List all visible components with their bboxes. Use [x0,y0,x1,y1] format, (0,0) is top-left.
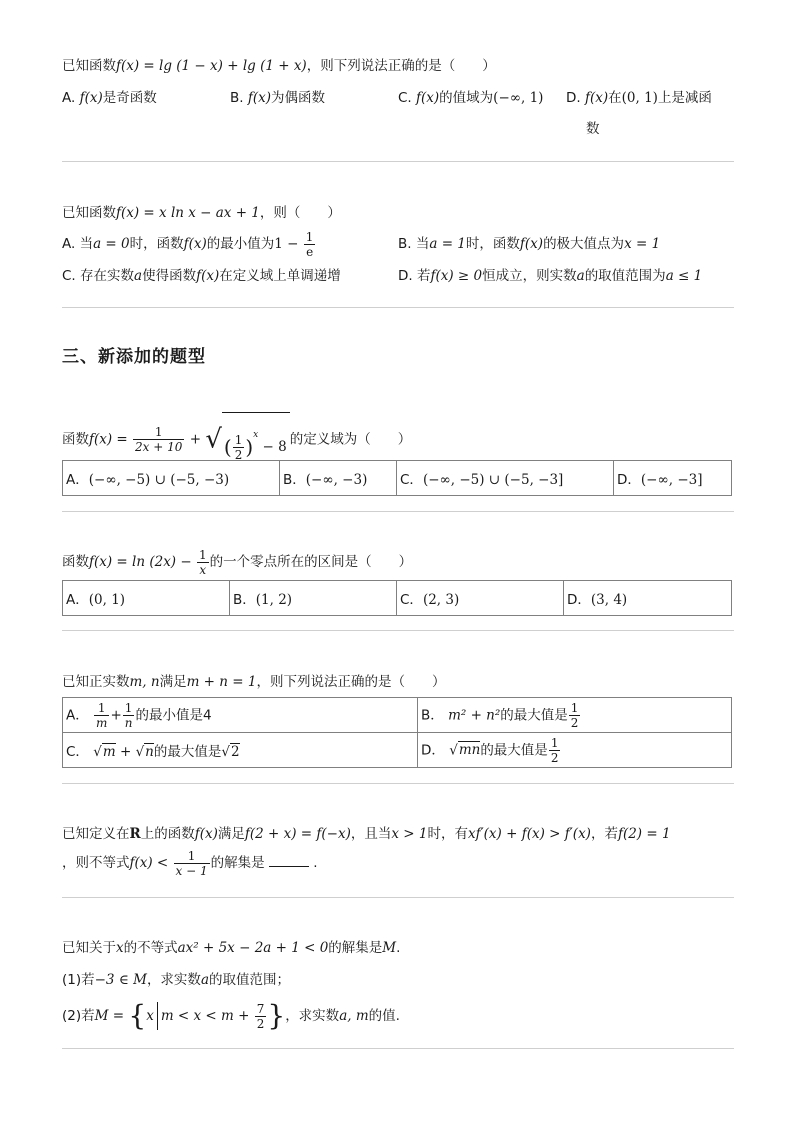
part-label: (2)若 [62,1008,95,1024]
fraction [174,849,210,878]
numerator: 1 [124,700,133,715]
option-letter: D. [398,268,413,284]
question-5 [62,672,734,692]
option-math: a = 0 [93,236,130,252]
fraction [569,701,581,730]
stem-math: m + n = 1 [186,674,257,690]
q4-option-d[interactable] [564,581,732,616]
stem-text: ，若 [590,826,618,842]
part-label: (1)若 [62,972,95,988]
option-text: 的最小值为 [206,236,275,252]
fraction [197,548,209,577]
question-7-part-1 [62,970,734,990]
option-letter: C. [62,268,76,284]
q4-options-table [62,580,732,616]
option-text: 是奇函数 [102,90,157,106]
numerator: 1 [97,700,106,715]
option-text: 时，函数 [129,236,184,252]
q3-option-a[interactable] [63,461,280,496]
option-text: 恒成立，则实数 [482,268,577,284]
q2-option-a[interactable] [62,229,316,259]
question-3-stem [62,412,734,467]
stem-math: x [116,940,124,956]
question-4 [62,544,734,580]
option-math: a [576,268,585,284]
option-math: 1 − [274,236,299,252]
denominator: x [197,562,209,577]
stem-math: f(x) = x ln x − ax + 1 [116,205,260,221]
denominator: 2 [550,750,559,765]
denominator: n [124,715,133,730]
option-math: f(x) [519,236,544,252]
stem-math: ax² + 5x − 2a + 1 < 0 [177,940,329,956]
q1-option-a[interactable] [62,88,157,108]
radical-sign: √ [135,744,145,760]
stem-text: 的解集是 [210,855,265,871]
exponent: x [253,430,259,440]
option-text: 的最大值是 [480,742,548,758]
stem-text: 已知正实数 [62,674,130,690]
q4-option-b[interactable] [230,581,397,616]
divider [62,897,734,898]
option-letter: C． [400,592,423,608]
set-condition: m < x < m + [160,1008,250,1024]
q1-option-d-wrap [586,119,600,139]
numerator: 1 [234,432,243,447]
option-letter: B. [230,90,244,106]
radical-sign: √ [221,744,230,760]
answer-blank[interactable] [269,854,309,867]
q5-option-a[interactable] [63,698,418,733]
denominator: m [96,715,108,730]
option-text: 数 [586,121,600,137]
option-letter: C． [400,472,423,488]
option-math: x = 1 [624,236,661,252]
divider [62,1048,734,1049]
numerator: 7 [256,1001,265,1016]
fraction [304,230,316,259]
numerator: 1 [198,547,207,562]
stem-math: f(2 + x) = f(−x) [244,826,351,842]
stem-text: 的不等式 [123,940,178,956]
option-letter: A. [62,90,76,106]
option-math: f(x) [247,90,272,106]
stem-text: ，且当 [350,826,392,842]
numerator: 1 [305,229,314,244]
fraction [549,736,561,765]
part-text: ，求实数 [285,1008,340,1024]
stem-text: 时，有 [427,826,468,842]
stem-text: 上的函数 [140,826,195,842]
stem-math: x > 1 [391,826,428,842]
stem-text: 的一个零点所在的区间是（ ） [209,554,413,570]
divider [62,511,734,512]
question-2 [62,203,734,223]
option-letter: C． [66,744,89,760]
radicand: m [102,744,116,760]
option-text: 的极大值点为 [543,236,625,252]
denominator: 2 [256,1016,265,1031]
option-text: 的最大值是 [153,744,222,760]
option-math: (−∞, 1) [493,90,544,106]
numerator: 1 [570,700,579,715]
question-7-stem [62,938,734,958]
stem-math: xf′(x) + f(x) > f′(x) [467,826,591,842]
stem-text: ，则下列说法正确的是（ ） [256,674,446,690]
option-letter: C. [398,90,412,106]
stem-text: 的定义域为（ ） [289,431,412,448]
radical-sign: √ [449,742,458,758]
option-math: a [134,268,143,284]
option-text: 若 [416,268,431,284]
sqrt-expression [205,412,289,467]
stem-text: 已知关于 [62,940,116,956]
stem-text: 函数 [62,431,89,448]
option-math: (2, 3) [422,592,460,608]
q2-option-b[interactable] [398,234,660,254]
denominator: 2 [570,715,579,730]
option-letter: B． [283,472,306,488]
stem-math: f(x) = [89,431,128,448]
option-text: 上是减函 [657,90,712,106]
part-math: a [200,972,209,988]
q1-option-d[interactable] [566,88,712,108]
numerator: 1 [154,425,163,439]
stem-text: ，则下列说法正确的是（ ） [306,58,496,74]
option-math: (−∞, −3] [640,472,703,488]
stem-math: f(x) = lg (1 − x) + lg (1 + x) [116,58,307,74]
question-7-part-2 [62,996,734,1036]
fraction [94,701,109,730]
left-brace: { [128,999,147,1032]
question-5-stem [62,672,734,692]
stem-text: . [396,940,401,956]
stem-text: 已知函数 [62,58,116,74]
option-math: (3, 4) [590,592,628,608]
option-letter: A． [66,592,89,608]
radicand: mn [458,742,481,758]
q2-option-c[interactable] [62,266,341,286]
radical-sign: √ [205,424,222,455]
fraction [133,425,184,454]
stem-math: f(2) = 1 [617,826,671,842]
option-math: (−∞, −5) ∪ (−5, −3] [422,472,564,488]
denominator: x − 1 [175,863,208,878]
q5-option-b[interactable] [418,698,732,733]
stem-text: 的解集是 [328,940,383,956]
option-math: (−∞, −5) ∪ (−5, −3) [88,472,230,488]
q3-options-table [62,460,732,496]
q4-option-a[interactable] [63,581,230,616]
right-brace: } [267,999,286,1032]
fraction [123,701,135,730]
option-math: f(x) [196,268,220,284]
q1-option-b[interactable] [230,88,325,108]
option-letter: D． [617,472,641,488]
q3-option-b[interactable] [280,461,397,496]
plus-sign: + [189,431,202,448]
option-text: 的取值范围为 [584,268,666,284]
option-text: 时，函数 [465,236,520,252]
option-math: (0, 1) [88,592,126,608]
stem-math: m, n [129,674,160,690]
option-math: a ≤ 1 [665,268,703,284]
fraction [233,433,245,462]
q5-option-d[interactable] [418,733,732,768]
part-text: 的取值范围； [209,972,290,988]
stem-text: 满足 [217,826,245,842]
stem-text: 函数 [62,554,89,570]
question-1 [62,56,734,76]
q5-options-table [62,697,732,768]
denominator: 2 [234,447,243,462]
radicand: 2 [230,744,240,760]
stem-math: M [382,940,397,956]
option-math: f(x) [183,236,207,252]
option-math: m² + n² [448,707,501,723]
option-letter: B． [421,707,444,723]
question-4-stem [62,544,734,580]
option-text: 当 [415,236,430,252]
divider [62,307,734,308]
q3-option-c[interactable] [397,461,614,496]
option-text: 的值域为 [439,90,494,106]
radicand-tail: − 8 [262,439,287,455]
plus-sign: + [110,707,122,723]
divider [62,161,734,162]
q3-option-d[interactable] [614,461,732,496]
option-math: f(x) [584,90,609,106]
option-letter: A． [66,472,89,488]
option-text: 在定义域上单调递增 [219,268,341,284]
option-math: (0, 1) [621,90,658,106]
set-bar [157,1002,158,1030]
option-math: f(x) [416,90,440,106]
q4-option-c[interactable] [397,581,564,616]
option-text: 使得函数 [142,268,197,284]
question-7 [62,938,734,1036]
numerator: 1 [550,735,559,750]
stem-text: ，则不等式 [62,855,130,871]
option-letter: D． [567,592,591,608]
stem-math: f(x) [194,826,218,842]
fraction [255,1002,267,1031]
option-text: 存在实数 [80,268,135,284]
stem-text: 满足 [159,674,187,690]
question-6-line-2 [62,844,734,882]
stem-math: f(x) < [129,855,169,871]
part-math: M = [94,1008,125,1024]
part-text: 的值. [368,1008,400,1024]
plus-sign: + [119,744,132,760]
radicand: ( $\frac{1}{2}$ )$^x$ − 8 [222,412,290,467]
option-text: 当 [79,236,94,252]
stem-text: 已知定义在 [62,826,130,842]
question-6 [62,824,734,882]
question-6-line-1 [62,824,734,844]
option-letter: A． [66,707,89,723]
section-heading: 三、新添加的题型 [62,347,206,367]
option-letter: D． [421,742,445,758]
option-math: (−∞, −3) [305,472,368,488]
part-text: ，求实数 [146,972,201,988]
stem-text: ，则（ ） [259,205,341,221]
q5-option-c[interactable] [63,733,418,768]
option-letter: A. [62,236,76,252]
option-math: f(x) ≥ 0 [430,268,483,284]
option-math: (1, 2) [255,592,293,608]
divider [62,630,734,631]
denominator: e [304,244,316,259]
option-math: f(x) [79,90,103,106]
option-text: 的最小值是4 [135,707,212,723]
option-letter: B． [233,592,256,608]
question-1-stem [62,56,734,76]
part-math: −3 ∈ M [94,972,147,988]
option-letter: B. [398,236,412,252]
radical-sign: √ [93,744,102,760]
option-text: 在 [608,90,622,106]
question-2-stem [62,203,734,223]
stem-text: . [313,855,318,871]
part-math: a, m [339,1008,369,1024]
question-3 [62,412,734,467]
stem-text: 已知函数 [62,205,116,221]
option-letter: D. [566,90,581,106]
real-set-symbol: R [129,826,141,842]
divider [62,783,734,784]
option-text: 的最大值是 [500,707,568,723]
denominator: 2x + 10 [135,440,183,454]
option-math: a = 1 [429,236,466,252]
numerator: 1 [187,848,196,863]
option-text: 为偶函数 [271,90,326,106]
q2-option-d[interactable] [398,266,702,286]
q1-option-c[interactable] [398,88,543,108]
stem-math: f(x) = ln (2x) − [89,554,192,570]
radicand: n [145,744,154,760]
set-variable: x [146,1008,154,1024]
